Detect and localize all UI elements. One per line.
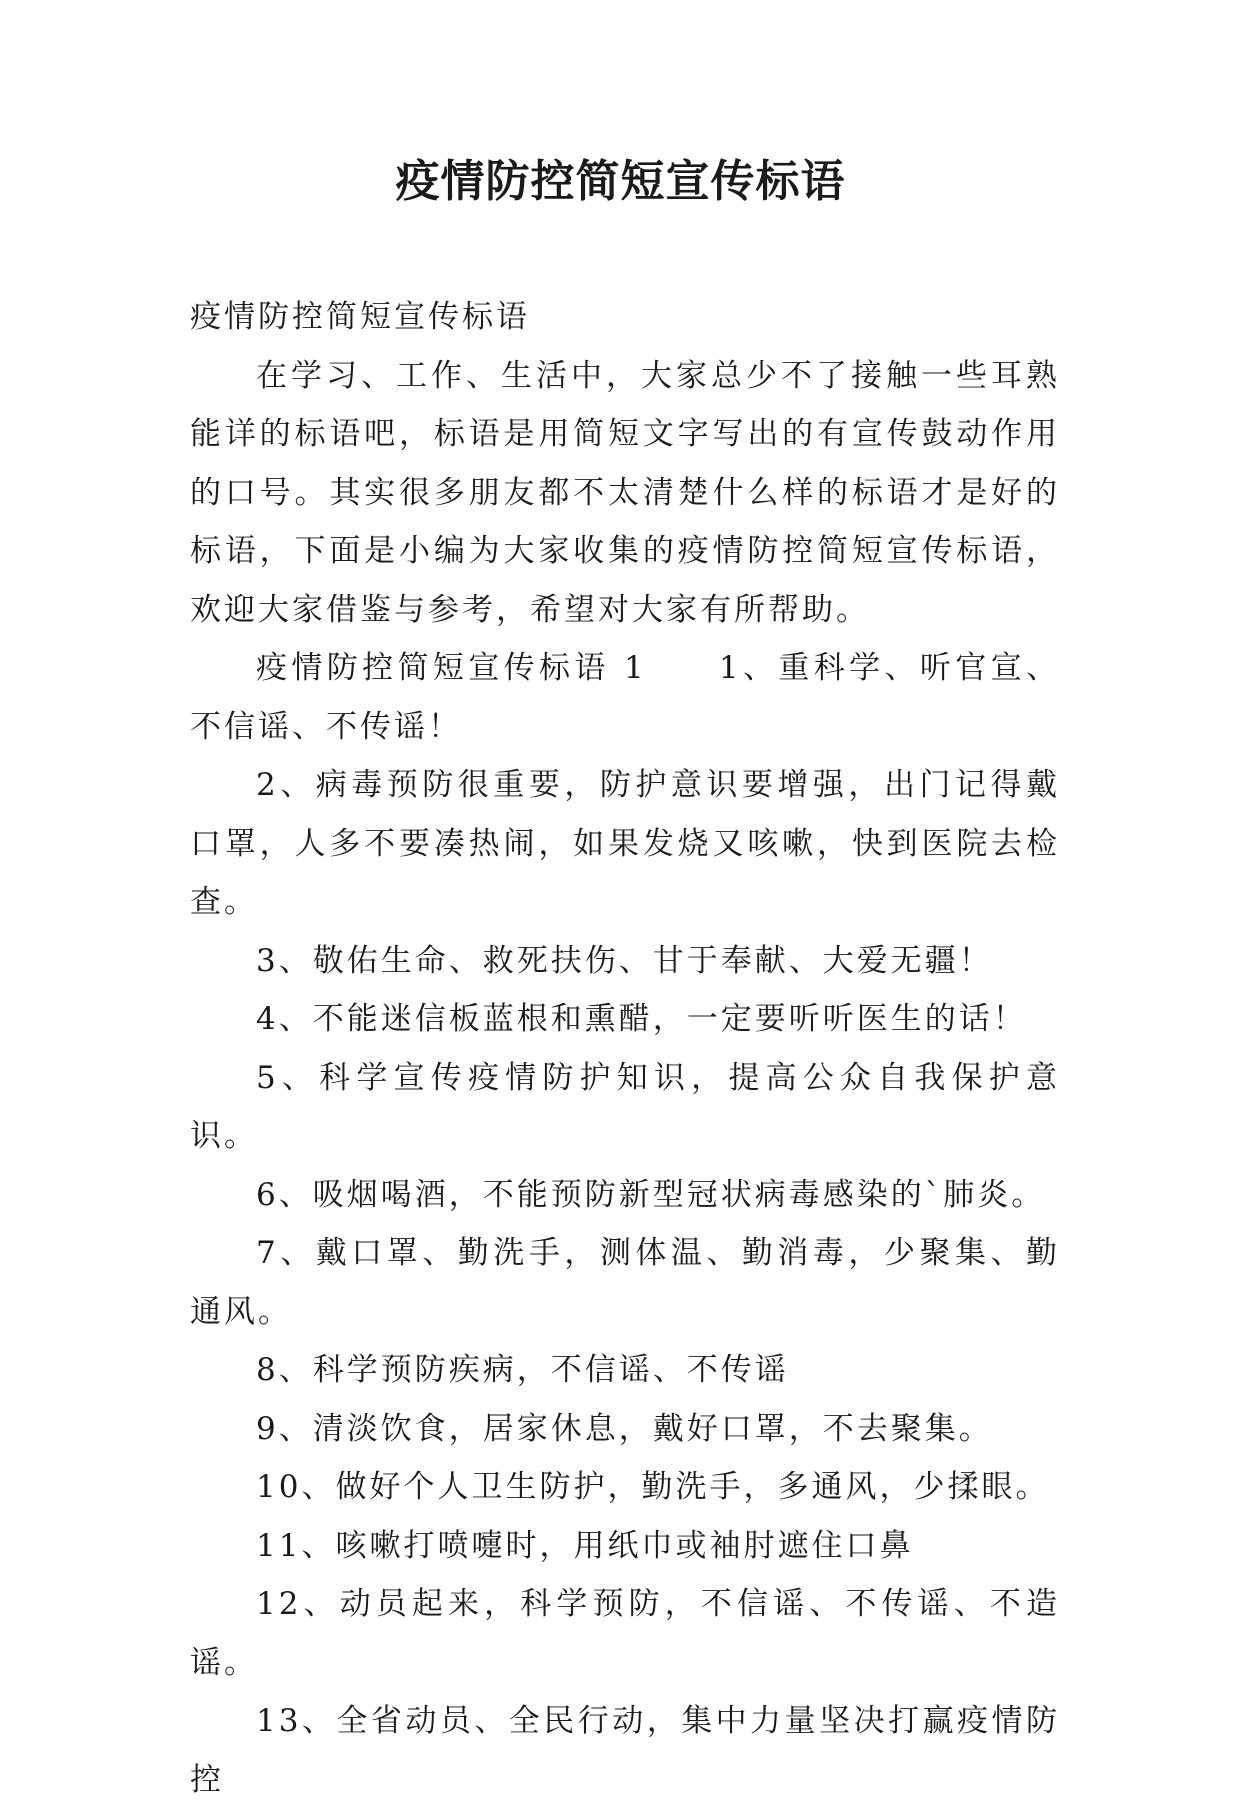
slogan-item: 5、科学宣传疫情防护知识，提高公众自我保护意识。 <box>190 1059 1060 1154</box>
document-subtitle: 疫情防控简短宣传标语 <box>190 299 530 335</box>
slogan-item: 12、动员起来，科学预防，不信谣、不传谣、不造谣。 <box>190 1586 1060 1681</box>
slogan-item: 9、清淡饮食，居家休息，戴好口罩，不去聚集。 <box>256 1410 993 1447</box>
slogan-item: 6、吸烟喝酒，不能预防新型冠状病毒感染的`肺炎。 <box>256 1176 1046 1213</box>
document-title: 疫情防控简短宣传标语 <box>395 156 846 207</box>
slogan-item: 11、咳嗽打喷嚏时，用纸巾或袖肘遮住口鼻 <box>256 1527 914 1564</box>
slogan-item: 13、全省动员、全民行动，集中力量坚决打赢疫情防控 <box>190 1703 1060 1798</box>
slogan-item: 8、科学预防疾病，不信谣、不传谣 <box>256 1352 789 1388</box>
slogan-item: 1、重科学、听官宣、不信谣、不传谣！ <box>190 650 1060 745</box>
document-body <box>190 288 1060 1809</box>
intro-paragraph: 在学习、工作、生活中，大家总少不了接触一些耳熟能详的标语吧，标语是用简短文字写出的有宣传鼓动作用的口号。其实很多朋友都不太清楚什么样的标语才是好的标语，下面是小编为大家收集的疫情防控简短宣传标语，欢迎大家借鉴与参考，希望对大家有所帮助。 <box>190 357 1060 628</box>
slogan-item: 4、不能迷信板蓝根和熏醋，一定要听听医生的话！ <box>256 1001 1027 1037</box>
section-heading: 疫情防控简短宣传标语 1 <box>256 650 647 686</box>
slogan-item: 2、病毒预防很重要，防护意识要增强，出门记得戴口罩，人多不要凑热闹，如果发烧又咳嗽，快到医院去检查。 <box>190 767 1060 920</box>
section-paragraph <box>190 639 1060 756</box>
slogan-item: 7、戴口罩、勤洗手，测体温、勤消毒，少聚集、勤通风。 <box>190 1235 1060 1330</box>
slogan-item: 10、做好个人卫生防护，勤洗手，多通风，少揉眼。 <box>256 1469 1050 1505</box>
slogan-item: 3、敬佑生命、救死扶伤、甘于奉献、大爱无疆！ <box>256 942 993 979</box>
section-gap <box>647 650 719 686</box>
